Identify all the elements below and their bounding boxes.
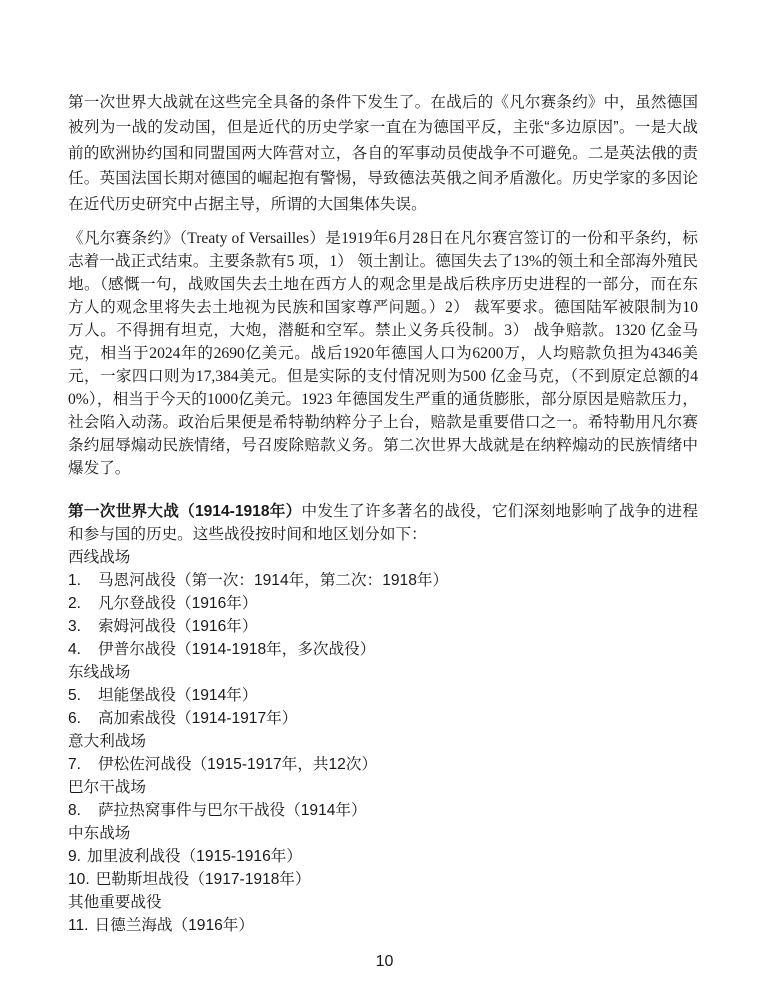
battle-list-item bbox=[68, 592, 698, 615]
battle-item-text: 萨拉热窝事件与巴尔干战役（1914年） bbox=[98, 802, 367, 820]
battles-section bbox=[68, 500, 698, 937]
battle-theater-label-eastern: 东线战场 bbox=[68, 664, 131, 682]
battle-item-number: 5. bbox=[68, 687, 82, 705]
battle-item-number: 8. bbox=[68, 802, 82, 820]
battles-heading-rest: 中发生了许多著名的战役，它们深刻地影响了战争的进程和参与国的历史。这些战役按时间和地区划分如下： bbox=[68, 503, 698, 544]
battle-list-item bbox=[68, 707, 698, 730]
battle-theater-label-other: 其他重要战役 bbox=[68, 894, 162, 912]
battle-item-text: 加里波利战役（1915-1916年） bbox=[87, 848, 302, 866]
battle-list-item bbox=[68, 684, 698, 707]
battle-item-number: 3. bbox=[68, 618, 82, 636]
battle-item-text: 高加索战役（1914-1917年） bbox=[98, 710, 298, 728]
battle-theater-label-western: 西线战场 bbox=[68, 549, 131, 567]
battle-list-item bbox=[68, 638, 698, 661]
battle-item-number: 2. bbox=[68, 595, 82, 613]
battles-heading bbox=[68, 500, 698, 546]
battle-item-number: 10. bbox=[68, 871, 90, 889]
battle-item-number: 4. bbox=[68, 641, 82, 659]
battle-list-item bbox=[68, 845, 698, 868]
battle-item-text: 凡尔登战役（1916年） bbox=[98, 595, 258, 613]
battle-list-item bbox=[68, 753, 698, 776]
battle-item-text: 日德兰海战（1916年） bbox=[94, 917, 254, 935]
paragraph-ww1-outbreak: 第一次世界大战就在这些完全具备的条件下发生了。在战后的《凡尔赛条约》中，虽然德国被列为一战的发动国，但是近代的历史学家一直在为德国平反，主张“多边原因”。一是大战前的欧洲协约国和同盟国两大阵营对立，各自的军事动员使战争不可避免。二是英法俄的责任。英国法国长期对德国的崛起抱有警惕，导致德法英俄之间矛盾激化。历史学家的多因论在近代历史研究中占据主导，所谓的大国集体失误。 bbox=[68, 94, 698, 213]
battle-item-text: 伊普尔战役（1914-1918年，多次战役） bbox=[98, 641, 376, 659]
battle-list-item bbox=[68, 569, 698, 592]
battle-item-text: 伊松佐河战役（1915-1917年，共12次） bbox=[98, 756, 378, 774]
battle-list-item bbox=[68, 868, 698, 891]
page-number: 10 bbox=[375, 953, 394, 970]
battle-item-text: 坦能堡战役（1914年） bbox=[98, 687, 258, 705]
battle-theater-label-italian: 意大利战场 bbox=[68, 733, 146, 751]
battle-theater-label-middle-east: 中东战场 bbox=[68, 825, 131, 843]
page-content bbox=[68, 90, 698, 937]
battles-heading-bold: 第一次世界大战（1914-1918年） bbox=[68, 503, 302, 521]
battle-item-number: 7. bbox=[68, 756, 82, 774]
battle-item-number: 1. bbox=[68, 572, 82, 590]
battle-item-text: 巴勒斯坦战役（1917-1918年） bbox=[95, 871, 311, 889]
battle-item-number: 6. bbox=[68, 710, 82, 728]
battle-item-text: 马恩河战役（第一次：1914年，第二次：1918年） bbox=[98, 572, 449, 590]
battle-list-item bbox=[68, 799, 698, 822]
paragraph-versailles-treaty: 《凡尔赛条约》（Treaty of Versailles）是1919年6月28日在凡尔赛宫签订的一份和平条约，标志着一战正式结束。主要条款有5 项，1） 领土割让。德国失去了13%的领土和全部海外殖民地。（感慨一句，战败国失去土地在西方人的观念里是战后秩序历史进程的一部分，而在东方人的观念里将失去土地视为民族和国家尊严问题。）2） 裁军要求。德国陆军被限制为10 万人。不得拥有坦克，大炮，潜艇和空军。禁止义务兵役制。3） 战争赔款。1320 亿金马克，相当于2024年的2690亿美元。战后1920年德国人口为6200万，人均赔款负担为4346美元，一家四口则为17,384美元。但是实际的支付情况则为500 亿金马克，（不到原定总额的40%），相当于今天的1000亿美元。1923 年德国发生严重的通货膨胀，部分原因是赔款压力，社会陷入动荡。政治后果便是希特勒纳粹分子上台，赔款是重要借口之一。希特勒用凡尔赛条约屈辱煽动民族情绪，号召废除赔款义务。第二次世界大战就是在纳粹煽动的民族情绪中爆发了。 bbox=[68, 230, 698, 478]
battle-item-number: 9. bbox=[68, 848, 82, 866]
battle-theater-label-balkan: 巴尔干战场 bbox=[68, 779, 146, 797]
battle-item-text: 索姆河战役（1916年） bbox=[98, 618, 258, 636]
battle-list-item bbox=[68, 914, 698, 937]
battle-list-item bbox=[68, 615, 698, 638]
battle-item-number: 11. bbox=[68, 917, 89, 935]
